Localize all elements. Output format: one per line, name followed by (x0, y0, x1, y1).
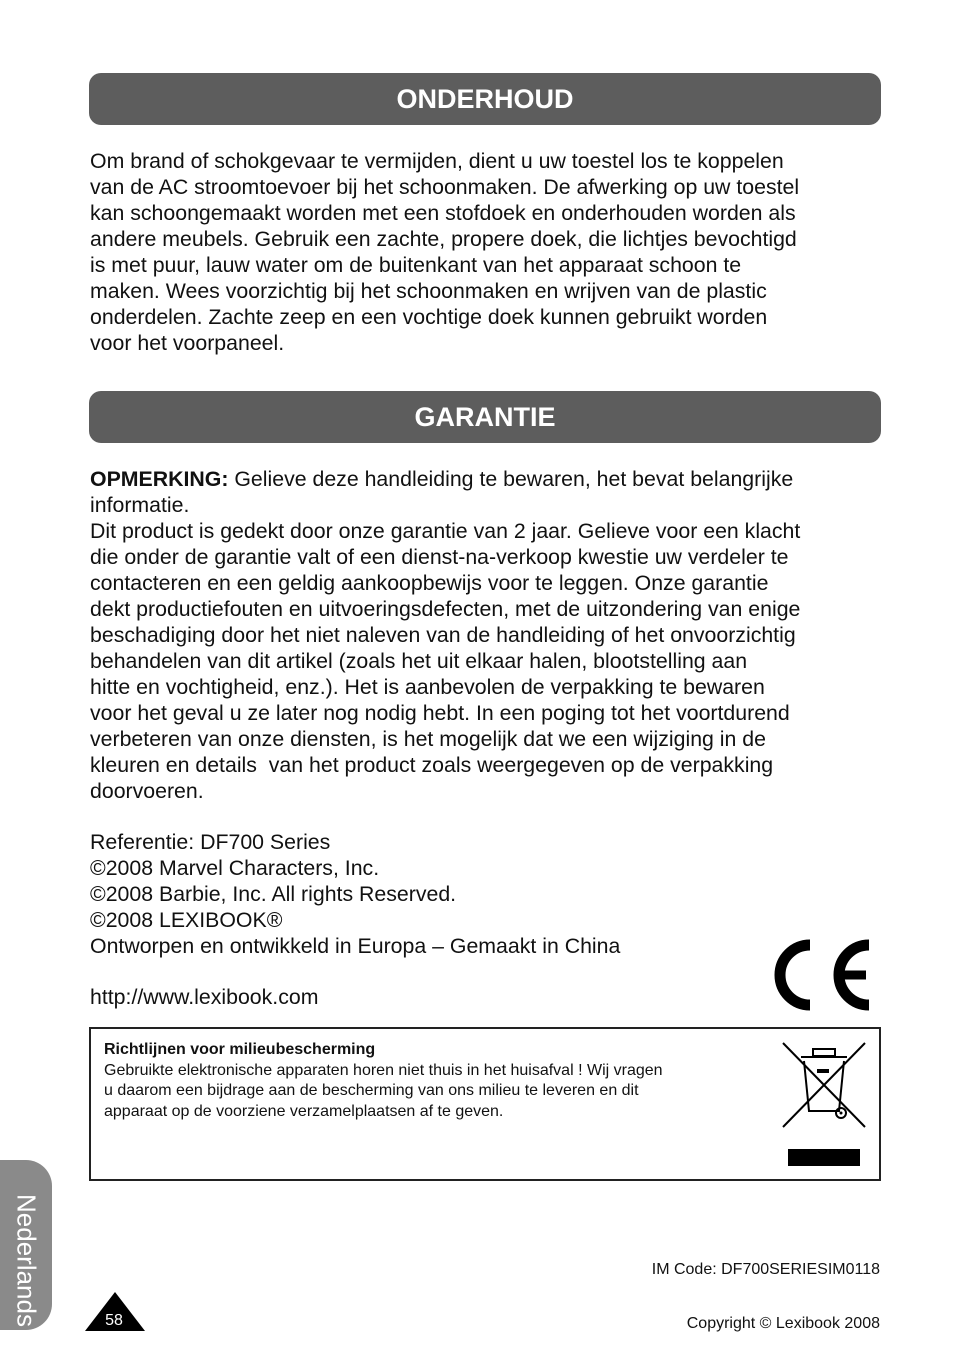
weee-crossed-bin-icon (779, 1039, 871, 1169)
maintenance-line: van de AC stroomtoevoer bij het schoonmaken. De afwerking op uw toestel (90, 175, 800, 199)
ce-mark-icon (766, 937, 874, 1013)
warranty-line: kleuren en details van het product zoals weergegeven op de verpakking (90, 753, 774, 777)
origin-line: Ontworpen en ontwikkeld in Europa – Gemaakt in China (90, 934, 621, 958)
environment-text (104, 1040, 754, 1122)
environment-title: Richtlijnen voor milieubescherming (104, 1041, 376, 1058)
reference-block (90, 829, 620, 959)
maintenance-line: onderdelen. Zachte zeep en een vochtige doek kunnen gebruikt worden (90, 305, 768, 329)
warranty-line: dekt productiefouten en uitvoeringsdefecten, met de uitzondering van enige (90, 597, 801, 621)
warranty-note (90, 466, 880, 492)
website-link[interactable]: http://www.lexibook.com (90, 985, 319, 1009)
maintenance-paragraph (90, 148, 880, 356)
copyright-barbie: ©2008 Barbie, Inc. All rights Reserved. (90, 882, 457, 906)
maintenance-heading (89, 73, 881, 125)
copyright-marvel: ©2008 Marvel Characters, Inc. (90, 856, 380, 880)
warranty-heading-text: GARANTIE (414, 401, 556, 432)
warranty-heading (89, 391, 881, 443)
language-tab-label: Nederlands (11, 1194, 42, 1327)
im-code: IM Code: DF700SERIESIM0118 (651, 1261, 880, 1278)
warranty-line: contacteren en een geldig aankoopbewijs voor te leggen. Onze garantie (90, 571, 769, 595)
environment-line: apparaat op de voorziene verzamelplaatsen af te geven. (104, 1102, 504, 1120)
warranty-line: hitte en vochtigheid, enz.). Het is aanbevolen de verpakking te bewaren (90, 675, 765, 699)
warranty-paragraph (90, 466, 880, 804)
reference-line: Referentie: DF700 Series (90, 830, 331, 854)
warranty-line: verbeteren van onze diensten, is het mogelijk dat we een wijziging in de (90, 727, 766, 751)
maintenance-line: maken. Wees voorzichtig bij het schoonmaken en wrijven van de plastic (90, 279, 767, 303)
environment-line: u daarom een bijdrage aan de bescherming van ons milieu te leveren en dit (104, 1082, 639, 1099)
environment-line: Gebruikte elektronische apparaten horen niet thuis in het huisafval ! Wij vragen (104, 1061, 663, 1079)
warranty-line: doorvoeren. (90, 779, 204, 803)
warranty-line: behandelen van dit artikel (zoals het uit elkaar halen, blootstelling aan (90, 649, 748, 673)
warranty-line: die onder de garantie valt of een dienst-na-verkoop kwestie uw verdeler te (90, 545, 789, 569)
maintenance-line: is met puur, lauw water om de buitenkant van het apparaat schoon te (90, 253, 742, 277)
warranty-line: beschadiging door het niet naleven van de handleiding of het onvoorzichtig (90, 623, 796, 647)
copyright-lexibook: ©2008 LEXIBOOK® (90, 908, 283, 932)
warranty-line: Dit product is gedekt door onze garantie van 2 jaar. Gelieve voor een klacht (90, 519, 801, 543)
maintenance-line: voor het voorpaneel. (90, 331, 285, 355)
maintenance-heading-text: ONDERHOUD (396, 83, 574, 114)
warranty-note-cont: informatie. (90, 493, 190, 517)
environment-notice (89, 1027, 881, 1181)
warranty-note-text: Gelieve deze handleiding te bewaren, het bevat belangrijke (228, 467, 794, 491)
copyright-footer: Copyright © Lexibook 2008 (686, 1315, 880, 1332)
maintenance-line: Om brand of schokgevaar te vermijden, dient u uw toestel los te koppelen (90, 149, 784, 173)
page-number: 58 (105, 1312, 123, 1329)
warranty-line: voor het geval u ze later nog nodig hebt. In een poging tot het voortdurend (90, 701, 790, 725)
maintenance-line: kan schoongemaakt worden met een stofdoek en onderhouden worden als (90, 201, 796, 225)
maintenance-line: andere meubels. Gebruik een zachte, propere doek, die lichtjes bevochtigd (90, 227, 797, 251)
warranty-note-label: OPMERKING: (90, 467, 229, 491)
